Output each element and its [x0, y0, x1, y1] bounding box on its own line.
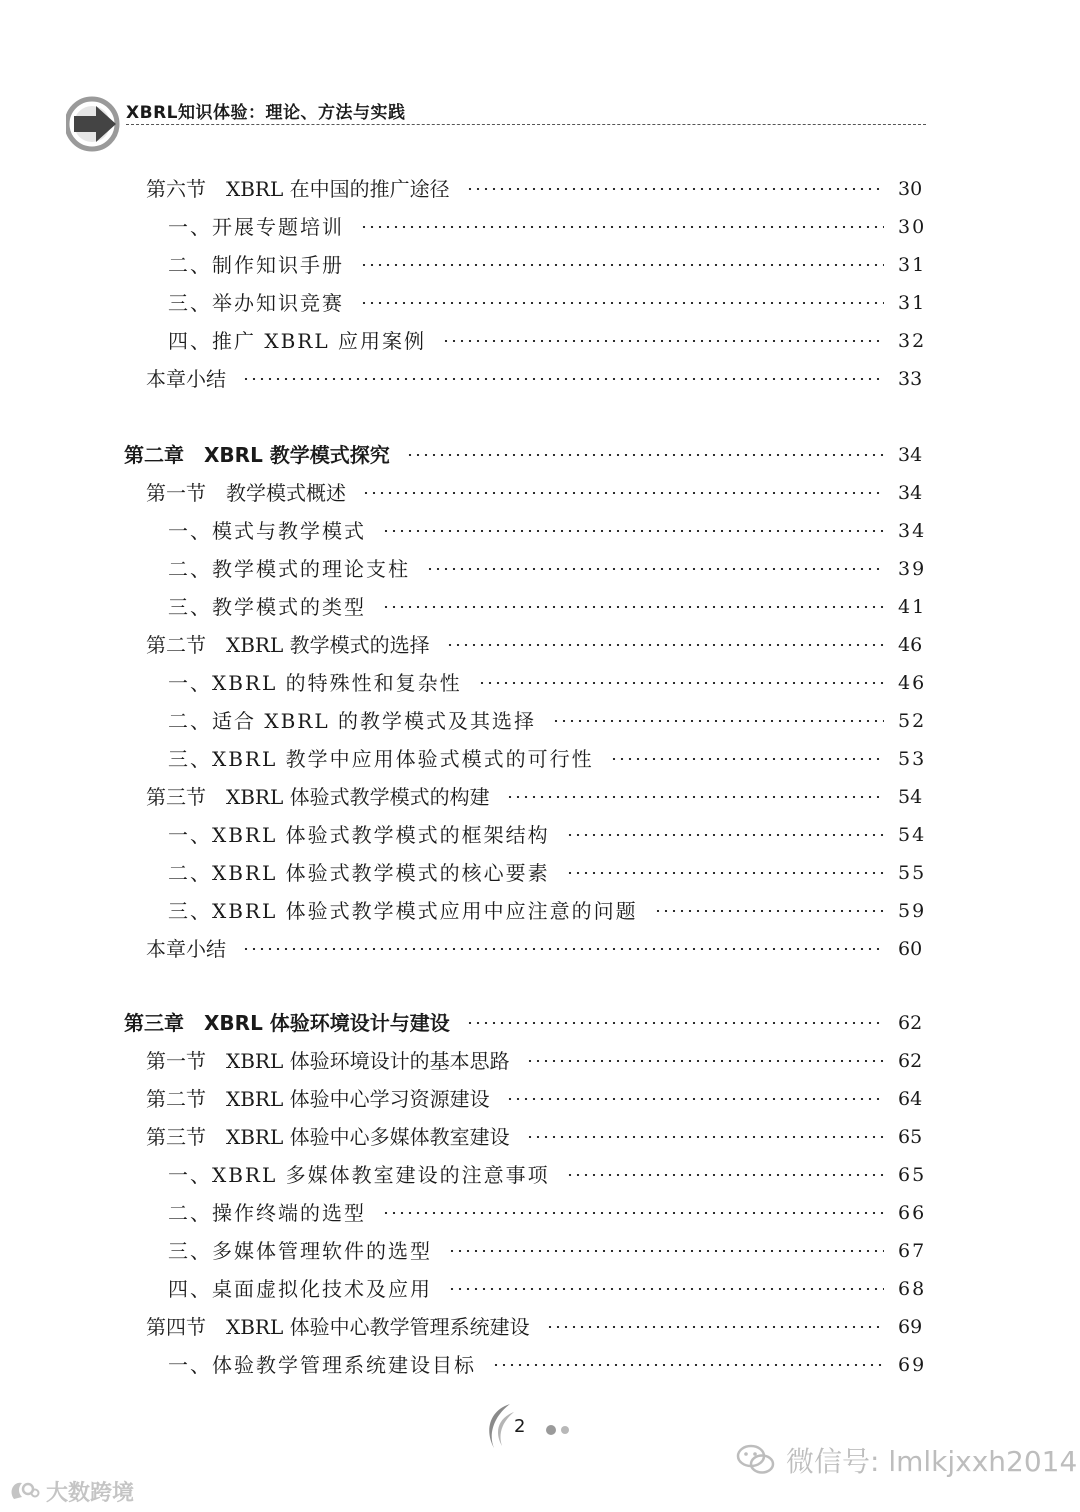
toc-entry-page: 52 — [898, 709, 927, 732]
dot-leader — [406, 454, 884, 456]
toc-entry-title: 第二节 XBRL 体验中心学习资源建设 — [146, 1087, 490, 1111]
toc-entry-page: 32 — [898, 329, 927, 352]
toc-entry-title: 一、体验教学管理系统建设目标 — [168, 1353, 476, 1377]
toc-entry-page: 53 — [898, 747, 927, 770]
toc-entry-sub — [168, 514, 927, 548]
arrow-circle-logo-icon — [66, 94, 122, 154]
toc-entry-page: 55 — [898, 861, 927, 884]
dot-leader — [546, 1326, 884, 1328]
toc-entry-title: 二、制作知识手册 — [168, 253, 344, 277]
toc-entry-title: 二、教学模式的理论支柱 — [168, 557, 410, 581]
toc-entry-sub — [168, 286, 927, 320]
toc-entry-sub — [168, 1196, 927, 1230]
toc-entry-sub — [168, 1158, 927, 1192]
footer-dots-icon — [544, 1424, 574, 1436]
toc-entry-sub — [168, 666, 927, 700]
dot-leader — [448, 1288, 884, 1290]
toc-entry-title: 四、推广 XBRL 应用案例 — [168, 329, 426, 353]
toc-entry-page: 46 — [898, 671, 927, 694]
toc-entry-section — [146, 1310, 922, 1344]
toc-entry-page: 34 — [898, 481, 923, 504]
brand-logo-icon — [8, 1479, 40, 1503]
dot-leader — [242, 948, 884, 950]
toc-entry-page: 65 — [898, 1163, 927, 1186]
toc-entry-sub — [168, 1348, 927, 1382]
toc-entry-section — [146, 932, 922, 966]
dot-leader — [382, 1212, 884, 1214]
toc-entry-title: 一、XBRL 体验式教学模式的框架结构 — [168, 823, 550, 847]
toc-entry-page: 54 — [898, 785, 923, 808]
toc-entry-sub — [168, 1234, 927, 1268]
toc-entry-page: 68 — [898, 1277, 927, 1300]
toc-entry-page: 59 — [898, 899, 927, 922]
dot-leader — [360, 264, 884, 266]
toc-entry-title: 第三节 XBRL 体验中心多媒体教室建设 — [146, 1125, 510, 1149]
toc-entry-page: 69 — [898, 1353, 927, 1376]
toc-entry-title: 三、多媒体管理软件的选型 — [168, 1239, 432, 1263]
dot-leader — [242, 378, 884, 380]
toc-entry-sub — [168, 248, 927, 282]
wechat-watermark — [736, 1440, 1077, 1480]
toc-entry-title: 一、模式与教学模式 — [168, 519, 366, 543]
dot-leader — [448, 1250, 884, 1252]
toc-entry-title: 第三节 XBRL 体验式教学模式的构建 — [146, 785, 490, 809]
toc-entry-title: 四、桌面虚拟化技术及应用 — [168, 1277, 432, 1301]
toc-entry-sub — [168, 210, 927, 244]
toc-entry-sub — [168, 894, 927, 928]
dot-leader — [654, 910, 884, 912]
toc-entry-page: 62 — [898, 1049, 923, 1072]
toc-entry-chapter — [124, 1006, 922, 1040]
toc-entry-page: 69 — [898, 1315, 923, 1338]
toc-entry-page: 33 — [898, 367, 923, 390]
wechat-id: 微信号: lmlkjxxh2014 — [786, 1445, 1078, 1478]
toc-entry-page: 41 — [898, 595, 927, 618]
toc-entry-title: 三、XBRL 体验式教学模式应用中应注意的问题 — [168, 899, 638, 923]
toc-entry-section — [146, 1044, 922, 1078]
toc-entry-section — [146, 172, 922, 206]
toc-entry-chapter — [124, 438, 922, 472]
toc-entry-sub — [168, 590, 927, 624]
dot-leader — [552, 720, 884, 722]
toc-entry-sub — [168, 1272, 927, 1306]
toc-entry-title: 一、XBRL 多媒体教室建设的注意事项 — [168, 1163, 550, 1187]
toc-entry-sub — [168, 818, 927, 852]
toc-entry-title: 三、举办知识竞赛 — [168, 291, 344, 315]
toc-entry-page: 46 — [898, 633, 923, 656]
toc-entry-title: 第一节 教学模式概述 — [146, 481, 346, 505]
dot-leader — [526, 1060, 884, 1062]
toc-entry-title: 本章小结 — [146, 937, 226, 961]
toc-entry-title: 第二章 XBRL 教学模式探究 — [124, 443, 390, 467]
page-footer — [480, 1400, 600, 1460]
dot-leader — [566, 1174, 884, 1176]
brand-watermark — [8, 1476, 134, 1506]
toc-entry-page: 34 — [898, 443, 923, 466]
toc-entry-page: 65 — [898, 1125, 923, 1148]
dot-leader — [492, 1364, 884, 1366]
dot-leader — [360, 226, 884, 228]
dot-leader — [526, 1136, 884, 1138]
toc-entry-section — [146, 362, 922, 396]
toc-entry-sub — [168, 856, 927, 890]
dot-leader — [466, 1022, 884, 1024]
toc-entry-page: 34 — [898, 519, 927, 542]
toc-entry-page: 54 — [898, 823, 927, 846]
toc-entry-title: 第二节 XBRL 教学模式的选择 — [146, 633, 430, 657]
toc-entry-section — [146, 476, 922, 510]
toc-entry-page: 30 — [898, 177, 923, 200]
toc-entry-title: 二、XBRL 体验式教学模式的核心要素 — [168, 861, 550, 885]
toc-entry-page: 64 — [898, 1087, 923, 1110]
toc-entry-page: 66 — [898, 1201, 927, 1224]
toc-entry-page: 39 — [898, 557, 927, 580]
toc-entry-section — [146, 1120, 922, 1154]
dot-leader — [446, 644, 884, 646]
toc-entry-title: 本章小结 — [146, 367, 226, 391]
toc-entry-section — [146, 628, 922, 662]
toc-entry-section — [146, 780, 922, 814]
dot-leader — [426, 568, 884, 570]
dot-leader — [506, 1098, 884, 1100]
toc-entry-title: 二、操作终端的选型 — [168, 1201, 366, 1225]
toc-entry-title: 一、开展专题培训 — [168, 215, 344, 239]
toc-entry-page: 62 — [898, 1011, 923, 1034]
dot-leader — [382, 530, 884, 532]
dot-leader — [478, 682, 884, 684]
header-title: XBRL知识体验：理论、方法与实践 — [126, 103, 406, 123]
header-rule — [126, 124, 926, 125]
toc-entry-page: 31 — [898, 291, 927, 314]
toc-entry-sub — [168, 324, 927, 358]
toc-entry-title: 二、适合 XBRL 的教学模式及其选择 — [168, 709, 536, 733]
toc-entry-title: 三、XBRL 教学中应用体验式模式的可行性 — [168, 747, 594, 771]
dot-leader — [362, 492, 884, 494]
dot-leader — [382, 606, 884, 608]
toc-entry-title: 第一节 XBRL 体验环境设计的基本思路 — [146, 1049, 510, 1073]
toc-entry-title: 第四节 XBRL 体验中心教学管理系统建设 — [146, 1315, 530, 1339]
toc-entry-page: 67 — [898, 1239, 927, 1262]
toc-entry-sub — [168, 704, 927, 738]
brand-name: 大数跨境 — [46, 1480, 135, 1506]
page-number: 2 — [514, 1416, 526, 1437]
dot-leader — [566, 834, 884, 836]
running-header — [66, 94, 926, 164]
toc-entry-title: 三、教学模式的类型 — [168, 595, 366, 619]
toc-entry-title: 第三章 XBRL 体验环境设计与建设 — [124, 1011, 450, 1035]
dot-leader — [566, 872, 884, 874]
dot-leader — [610, 758, 884, 760]
dot-leader — [442, 340, 884, 342]
toc-entry-title: 第六节 XBRL 在中国的推广途径 — [146, 177, 450, 201]
dot-leader — [466, 188, 884, 190]
toc-entry-sub — [168, 742, 927, 776]
toc-entry-sub — [168, 552, 927, 586]
toc-entry-page: 30 — [898, 215, 927, 238]
toc-entry-section — [146, 1082, 922, 1116]
dot-leader — [360, 302, 884, 304]
toc-entry-title: 一、XBRL 的特殊性和复杂性 — [168, 671, 462, 695]
wechat-icon — [736, 1443, 776, 1477]
dot-leader — [506, 796, 884, 798]
toc-entry-page: 31 — [898, 253, 927, 276]
crescent-wave-ornament-icon — [480, 1400, 516, 1452]
toc-entry-page: 60 — [898, 937, 923, 960]
